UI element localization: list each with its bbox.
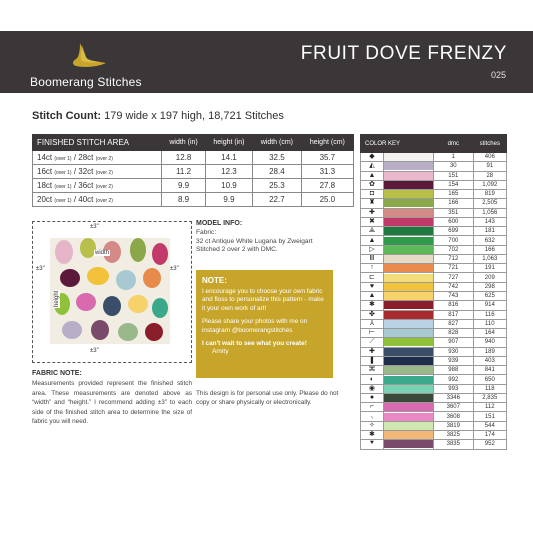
dmc-number: 742 (433, 282, 473, 291)
color-key-row (361, 217, 507, 226)
stitch-count-cell: 91 (473, 162, 506, 171)
color-swatch-cell (383, 440, 433, 449)
dmc-number: 930 (433, 347, 473, 356)
color-swatch-cell (383, 190, 433, 199)
color-symbol-icon: ♥ (361, 282, 384, 291)
color-key-row (361, 254, 507, 263)
dmc-number: 600 (433, 217, 473, 226)
color-symbol-icon: ● (361, 393, 384, 402)
color-swatch (384, 209, 433, 217)
color-symbol-icon: ⸜ (361, 412, 384, 421)
stitch-count-cell: 544 (473, 421, 506, 430)
color-swatch (384, 181, 433, 189)
color-swatch-cell (383, 338, 433, 347)
note-title: NOTE: (202, 276, 227, 285)
model-info-line2: 32 ct Antique White Lugana by Zweigart (196, 237, 313, 245)
stitch-count-cell: 914 (473, 301, 506, 310)
color-symbol-icon: ◆ (361, 153, 384, 162)
color-key-header-label: COLOR KEY (361, 135, 434, 153)
color-symbol-icon: ✱ (361, 430, 384, 439)
dmc-number: 712 (433, 254, 473, 263)
color-swatch-cell (383, 421, 433, 430)
model-info-text (196, 229, 346, 255)
height-label: height (54, 290, 60, 307)
color-key-header-stitches: stitches (473, 135, 506, 153)
color-swatch (384, 292, 433, 300)
dmc-number: 3608 (433, 412, 473, 421)
color-key-row (361, 366, 507, 375)
stitch-count-cell: 151 (473, 412, 506, 421)
color-swatch (384, 357, 433, 365)
dmc-number: 151 (433, 171, 473, 180)
color-swatch-cell (383, 199, 433, 208)
dmc-number: 939 (433, 356, 473, 365)
color-swatch-cell (383, 430, 433, 439)
color-key-row (361, 329, 507, 338)
color-symbol-icon: ▲ (361, 236, 384, 245)
color-key-row (361, 393, 507, 402)
color-key-row (361, 199, 507, 208)
area-table-row (33, 179, 354, 193)
color-swatch-cell (383, 301, 433, 310)
brand-name: Boomerang Stitches (30, 75, 142, 89)
dmc-number: 992 (433, 375, 473, 384)
color-symbol-icon: ⟁ (361, 227, 384, 236)
color-key-row (361, 282, 507, 291)
area-table-header (33, 135, 354, 151)
color-key-row (361, 440, 507, 449)
area-count-cell (33, 193, 162, 207)
color-symbol-icon: ▲ (361, 171, 384, 180)
color-symbol-icon: ⌐ (361, 403, 384, 412)
stitch-count-cell: 143 (473, 217, 506, 226)
color-symbol-icon: ✚ (361, 208, 384, 217)
area-count-cell (33, 179, 162, 193)
color-symbol-icon: ✤ (361, 310, 384, 319)
stitch-count-cell: 118 (473, 384, 506, 393)
color-swatch (384, 311, 433, 319)
dmc-number: 166 (433, 199, 473, 208)
color-symbol-icon: ⅄ (361, 319, 384, 328)
color-symbol-icon: ↑ (361, 264, 384, 273)
area-count-b-sub: (over 2) (95, 184, 113, 190)
color-symbol-icon: ⟋ (361, 338, 384, 347)
fabric-note-title: FABRIC NOTE: (32, 370, 82, 377)
color-swatch-cell (383, 180, 433, 189)
color-swatch (384, 376, 433, 384)
color-swatch (384, 274, 433, 282)
color-swatch-cell (383, 310, 433, 319)
color-symbol-icon: ⊢ (361, 329, 384, 338)
stitch-count-cell: 191 (473, 264, 506, 273)
stitch-count-cell: 819 (473, 190, 506, 199)
color-swatch (384, 385, 433, 393)
color-key-row (361, 375, 507, 384)
color-key-row (361, 273, 507, 282)
dmc-number: 3346 (433, 393, 473, 402)
color-swatch-cell (383, 264, 433, 273)
color-symbol-icon: ✚ (361, 347, 384, 356)
color-key-header-dmc: dmc (433, 135, 473, 153)
stitch-count (32, 110, 284, 122)
color-key-row (361, 171, 507, 180)
color-swatch-cell (383, 217, 433, 226)
color-swatch (384, 218, 433, 226)
area-count-a: 16ct (37, 167, 53, 176)
area-height-in: 12.3 (205, 165, 252, 179)
color-symbol-icon: ✧ (361, 421, 384, 430)
color-key-row (361, 412, 507, 421)
stitch-count-cell: 406 (473, 153, 506, 162)
pattern-title: FRUIT DOVE FRENZY (300, 43, 507, 64)
color-key-row (361, 208, 507, 217)
color-swatch-cell (383, 384, 433, 393)
dmc-number: 827 (433, 319, 473, 328)
dmc-number: 30 (433, 162, 473, 171)
color-symbol-icon: Ⅲ (361, 254, 384, 263)
stitch-count-cell: 28 (473, 171, 506, 180)
area-count-a-sub: (over 1) (54, 198, 72, 204)
color-key-row (361, 347, 507, 356)
dmc-number: 993 (433, 384, 473, 393)
dmc-number: 1 (433, 153, 473, 162)
stitch-count-cell: 189 (473, 347, 506, 356)
color-swatch (384, 338, 433, 346)
color-swatch (384, 320, 433, 328)
area-header-height-cm: height (cm) (301, 135, 353, 151)
color-swatch (384, 329, 433, 337)
color-symbol-icon: ❚ (361, 356, 384, 365)
color-swatch-cell (383, 356, 433, 365)
color-symbol-icon: ◉ (361, 384, 384, 393)
color-swatch (384, 394, 433, 402)
area-width-in: 12.8 (162, 151, 206, 165)
stitch-count-cell: 403 (473, 356, 506, 365)
fabric-size-diagram (32, 218, 192, 364)
stitch-count-cell: 298 (473, 282, 506, 291)
color-swatch (384, 153, 433, 161)
width-label: width (95, 250, 110, 256)
model-info-title: MODEL INFO: (196, 220, 243, 227)
color-symbol-icon: ⌘ (361, 366, 384, 375)
color-swatch (384, 413, 433, 421)
color-swatch-cell (383, 208, 433, 217)
color-key-row (361, 430, 507, 439)
area-header-label: FINISHED STITCH AREA (33, 135, 162, 151)
model-info-line3: Stitched 2 over 2 with DMC. (196, 246, 278, 254)
color-swatch (384, 162, 433, 170)
area-count-a-sub: (over 1) (54, 184, 72, 190)
fabric-note-text: Measurements provided represent the finished stitch area. These measurements are denoted above as “width” and “height.” I recommend adding ±3” to each side of the finished stitch area to determine the size of fabric you will need. (32, 380, 192, 426)
color-key-row (361, 162, 507, 171)
color-swatch (384, 440, 433, 448)
area-table-row (33, 165, 354, 179)
color-swatch (384, 348, 433, 356)
color-swatch-cell (383, 329, 433, 338)
area-height-cm: 35.7 (301, 151, 353, 165)
stitch-count-cell: 940 (473, 338, 506, 347)
stitch-count-cell: 650 (473, 375, 506, 384)
area-count-a: 14ct (37, 153, 53, 162)
color-swatch-cell (383, 162, 433, 171)
dmc-number: 700 (433, 236, 473, 245)
stitch-count-cell: 164 (473, 329, 506, 338)
stitch-count-cell: 632 (473, 236, 506, 245)
area-count-b-sub: (over 2) (95, 156, 113, 162)
color-key-row (361, 338, 507, 347)
area-count-b: / 28ct (73, 153, 94, 162)
color-symbol-icon: ◭ (361, 162, 384, 171)
area-count-a-sub: (over 1) (54, 170, 72, 176)
area-width-in: 9.9 (162, 179, 206, 193)
color-key-row (361, 301, 507, 310)
dmc-number: 828 (433, 329, 473, 338)
dmc-number: 3825 (433, 430, 473, 439)
color-symbol-icon: ✱ (361, 301, 384, 310)
area-count-b-sub: (over 2) (95, 170, 113, 176)
color-key-row (361, 236, 507, 245)
stitch-count-cell: 166 (473, 245, 506, 254)
color-symbol-icon: ✖ (361, 217, 384, 226)
stitch-count-cell: 112 (473, 403, 506, 412)
color-swatch (384, 403, 433, 411)
margin-bottom-label: ±3" (90, 348, 99, 354)
dmc-number: 699 (433, 227, 473, 236)
model-info-line1: Fabric: (196, 229, 217, 236)
pattern-number: 025 (490, 70, 506, 80)
finished-stitch-area-table (32, 134, 354, 207)
stitch-count-cell: 1,063 (473, 254, 506, 263)
stitch-count-cell: 110 (473, 319, 506, 328)
dmc-number: 988 (433, 366, 473, 375)
color-swatch (384, 227, 433, 235)
color-swatch (384, 199, 433, 207)
color-key-row (361, 403, 507, 412)
color-swatch-cell (383, 291, 433, 300)
area-height-cm: 31.3 (301, 165, 353, 179)
color-swatch (384, 255, 433, 263)
color-swatch (384, 237, 433, 245)
color-symbol-icon: ♜ (361, 199, 384, 208)
stitch-count-cell: 841 (473, 366, 506, 375)
color-swatch-cell (383, 171, 433, 180)
stitch-count-cell: 952 (473, 440, 506, 449)
note-paragraph-3: I can't wait to see what you create! (202, 340, 307, 348)
color-swatch (384, 422, 433, 430)
color-swatch-cell (383, 236, 433, 245)
dmc-number: 3607 (433, 403, 473, 412)
color-swatch (384, 366, 433, 374)
color-swatch-cell (383, 375, 433, 384)
color-key-row (361, 319, 507, 328)
stitch-count-cell: 116 (473, 310, 506, 319)
stitch-count-cell: 625 (473, 291, 506, 300)
color-key-row (361, 227, 507, 236)
dmc-number: 3819 (433, 421, 473, 430)
color-swatch-cell (383, 366, 433, 375)
color-swatch (384, 301, 433, 309)
color-swatch-cell (383, 245, 433, 254)
area-count-a-sub: (over 1) (54, 156, 72, 162)
color-symbol-icon: ⯆ (361, 440, 384, 449)
note-box (196, 270, 333, 378)
stitch-count-cell: 174 (473, 430, 506, 439)
margin-left-label: ±3" (36, 266, 45, 272)
dmc-number: 351 (433, 208, 473, 217)
note-paragraph-2: Please share your photos with me on instagram @boomerangstitches (202, 318, 308, 334)
color-swatch-cell (383, 403, 433, 412)
note-paragraph-1: I encourage you to choose your own fabric and floss to personalize this pattern - make it your own work of art! (202, 288, 324, 312)
color-swatch-cell (383, 254, 433, 263)
dmc-number: 165 (433, 190, 473, 199)
color-key-row (361, 153, 507, 162)
color-symbol-icon: ✿ (361, 180, 384, 189)
note-signature: Amity (212, 348, 229, 356)
color-key-row (361, 180, 507, 189)
dmc-number: 3835 (433, 440, 473, 449)
color-symbol-icon: ◐ (361, 375, 384, 384)
header-bar (0, 31, 533, 93)
color-symbol-icon: ⊏ (361, 273, 384, 282)
area-header-width-cm: width (cm) (253, 135, 302, 151)
color-swatch (384, 246, 433, 254)
area-count-a: 18ct (37, 181, 53, 190)
dmc-number: 702 (433, 245, 473, 254)
color-swatch-cell (383, 227, 433, 236)
area-height-cm: 25.0 (301, 193, 353, 207)
color-swatch (384, 264, 433, 272)
area-height-in: 14.1 (205, 151, 252, 165)
color-key-row (361, 190, 507, 199)
stitch-count-cell: 181 (473, 227, 506, 236)
dmc-number: 816 (433, 301, 473, 310)
area-count-b: / 40ct (73, 195, 94, 204)
dmc-number: 743 (433, 291, 473, 300)
dmc-number: 907 (433, 338, 473, 347)
color-key-header (361, 135, 507, 153)
color-key-row (361, 310, 507, 319)
color-swatch (384, 283, 433, 291)
color-swatch-cell (383, 282, 433, 291)
area-table-row (33, 151, 354, 165)
boomerang-logo-icon (70, 41, 110, 69)
color-key-row (361, 291, 507, 300)
color-swatch (384, 431, 433, 439)
margin-right-label: ±3" (170, 266, 179, 272)
color-symbol-icon: ▲ (361, 291, 384, 300)
dmc-number: 154 (433, 180, 473, 189)
area-height-in: 9.9 (205, 193, 252, 207)
area-width-cm: 25.3 (253, 179, 302, 193)
color-swatch (384, 172, 433, 180)
color-swatch-cell (383, 273, 433, 282)
margin-top-label: ±3" (90, 224, 99, 230)
color-key-row (361, 384, 507, 393)
color-key-row (361, 245, 507, 254)
dmc-number: 727 (433, 273, 473, 282)
color-key-row (361, 421, 507, 430)
usage-disclaimer: This design is for personal use only. Please do not copy or share physically or electronically. (196, 390, 339, 406)
color-swatch-cell (383, 153, 433, 162)
area-width-in: 8.9 (162, 193, 206, 207)
stitch-count-cell: 1,056 (473, 208, 506, 217)
area-count-cell (33, 165, 162, 179)
color-key-table (360, 134, 507, 450)
dmc-number: 721 (433, 264, 473, 273)
area-width-cm: 32.5 (253, 151, 302, 165)
area-width-cm: 22.7 (253, 193, 302, 207)
area-count-cell (33, 151, 162, 165)
area-height-in: 10.9 (205, 179, 252, 193)
color-swatch-cell (383, 412, 433, 421)
stitch-count-cell: 209 (473, 273, 506, 282)
area-width-cm: 28.4 (253, 165, 302, 179)
color-swatch (384, 190, 433, 198)
area-count-b: / 32ct (73, 167, 94, 176)
area-header-width-in: width (in) (162, 135, 206, 151)
color-swatch-cell (383, 319, 433, 328)
dmc-number: 817 (433, 310, 473, 319)
color-symbol-icon: ▷ (361, 245, 384, 254)
area-width-in: 11.2 (162, 165, 206, 179)
stitch-count-label: Stitch Count: (32, 110, 102, 122)
stitch-count-cell: 2,505 (473, 199, 506, 208)
color-key-row (361, 264, 507, 273)
color-key-row (361, 356, 507, 365)
area-count-b: / 36ct (73, 181, 94, 190)
color-swatch-cell (383, 393, 433, 402)
stitch-count-value: 179 wide x 197 high, 18,721 Stitches (104, 110, 284, 122)
area-header-height-in: height (in) (205, 135, 252, 151)
area-table-row (33, 193, 354, 207)
stitch-count-cell: 1,092 (473, 180, 506, 189)
area-count-a: 20ct (37, 195, 53, 204)
stitch-count-cell: 2,835 (473, 393, 506, 402)
color-symbol-icon: ◘ (361, 190, 384, 199)
area-height-cm: 27.8 (301, 179, 353, 193)
area-count-b-sub: (over 2) (95, 198, 113, 204)
color-swatch-cell (383, 347, 433, 356)
